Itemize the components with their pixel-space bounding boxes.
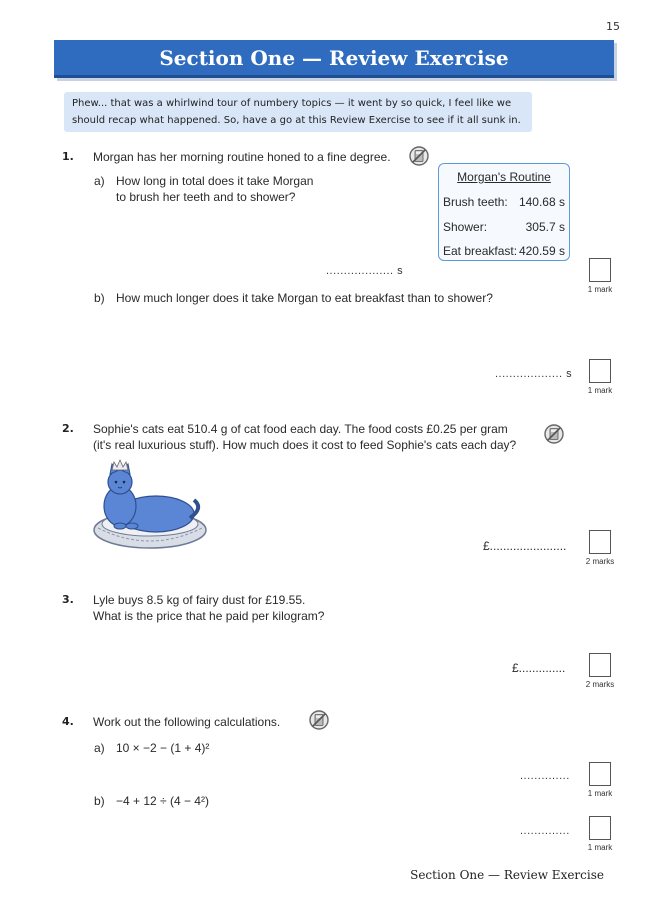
routine-row [443,195,565,209]
routine-row [443,220,565,234]
mark-label-1a: 1 mark [587,285,613,294]
question-2-line-2: (it's real luxurious stuff). How much does it cost to feed Sophie's cats each day? [93,438,517,452]
mark-box-4b[interactable] [589,816,611,840]
section-title-banner [54,40,614,78]
answer-line-3[interactable]: £.............. [512,661,566,675]
answer-line-1b[interactable]: ................... s [495,368,573,380]
question-4-text: Work out the following calculations. [93,715,281,729]
page-number: 15 [606,20,620,33]
answer-line-4a[interactable]: .............. [520,770,570,782]
mark-label-4a: 1 mark [587,789,613,798]
routine-value: 140.68 s [518,195,565,209]
no-calculator-icon [309,710,329,730]
question-2-line-1: Sophie's cats eat 510.4 g of cat food each day. The food costs £0.25 per gram [93,422,508,436]
no-calculator-icon [409,146,429,166]
morgans-routine-box [438,163,570,261]
mark-box-4a[interactable] [589,762,611,786]
mark-label-1b: 1 mark [587,386,613,395]
cat-in-basket-illustration [90,458,216,554]
mark-box-2[interactable] [589,530,611,554]
answer-line-2[interactable]: £....................... [483,539,567,553]
routine-value: 305.7 s [525,220,565,234]
mark-label-4b: 1 mark [587,843,613,852]
question-1-number: 1. [62,150,74,163]
footer-title: Section One — Review Exercise [410,868,604,882]
mark-label-3: 2 marks [585,680,615,689]
intro-line-1: Phew... that was a whirlwind tour of numbery topics — it went by so quick, I feel like we [72,98,512,109]
answer-line-4b[interactable]: .............. [520,825,570,837]
question-1a-line-1: How long in total does it take Morgan [116,174,314,188]
routine-label: Shower: [443,220,488,234]
mark-box-3[interactable] [589,653,611,677]
question-1-text: Morgan has her morning routine honed to a fine degree. [93,150,391,164]
mark-label-2: 2 marks [585,557,615,566]
routine-label: Eat breakfast: [443,244,518,258]
question-3-line-1: Lyle buys 8.5 kg of fairy dust for £19.55. [93,593,306,607]
no-calculator-icon [544,424,564,444]
question-2-number: 2. [62,422,74,435]
mark-box-1b[interactable] [589,359,611,383]
question-4b-expression: −4 + 12 ÷ (4 − 4²) [116,794,209,808]
routine-value: 420.59 s [518,244,565,258]
routine-label: Brush teeth: [443,195,508,209]
question-1b-text: How much longer does it take Morgan to eat breakfast than to shower? [116,291,493,305]
question-4-number: 4. [62,715,74,728]
routine-title: Morgan's Routine [457,170,551,184]
question-4a-expression: 10 × −2 − (1 + 4)² [116,741,210,755]
question-4b-label: b) [94,794,105,808]
question-3-line-2: What is the price that he paid per kilogram? [93,609,325,623]
question-1a-label: a) [94,174,105,188]
intro-line-2: should recap what happened. So, have a go at this Review Exercise to see if it all sunk in. [72,115,521,126]
page-title: Section One — Review Exercise [159,45,509,70]
answer-line-1a[interactable]: ................... s [326,265,404,277]
mark-box-1a[interactable] [589,258,611,282]
question-1a-line-2: to brush her teeth and to shower? [116,190,296,204]
routine-row [443,244,565,258]
question-4a-label: a) [94,741,105,755]
question-3-number: 3. [62,593,74,606]
question-1b-label: b) [94,291,105,305]
intro-box [64,92,532,132]
